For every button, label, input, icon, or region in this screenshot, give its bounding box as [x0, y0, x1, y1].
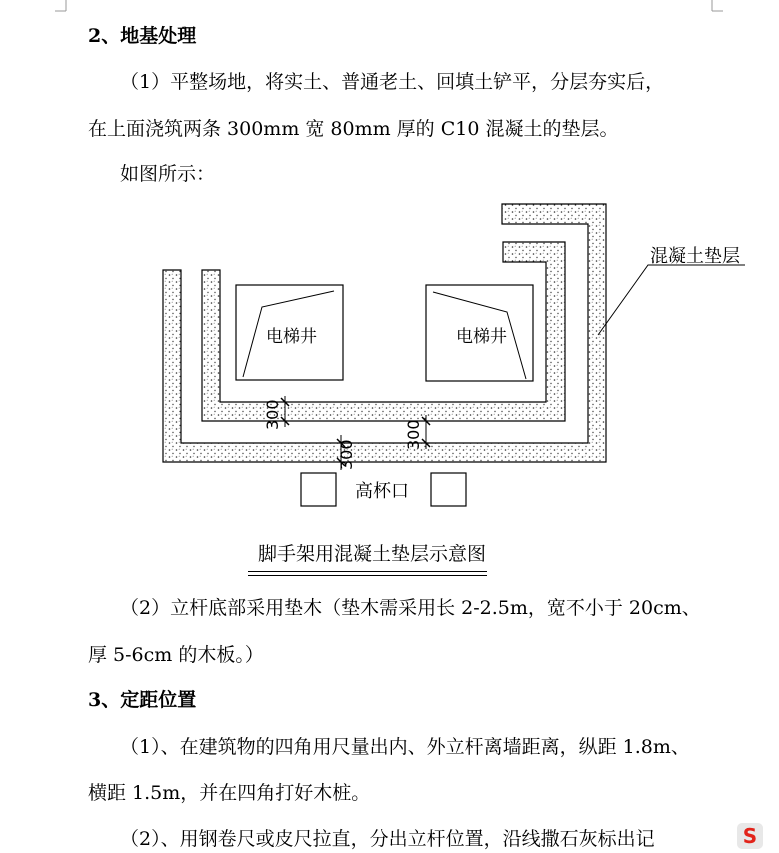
elevator-shaft-right	[426, 285, 533, 381]
paragraph-3-1-line-2: 横距 1.5m，并在四角打好木桩。	[88, 782, 371, 804]
paragraph-3-2-line-1: （2）、用钢卷尺或皮尺拉直，分出立杆位置，沿线撒石灰标出记	[120, 828, 655, 850]
concrete-layer-label: 混凝土垫层	[650, 246, 740, 267]
cup-foundation-label: 高杯口	[355, 481, 409, 502]
cup-foundation-left	[301, 473, 336, 506]
dimension-300-bottom-text: 300	[337, 439, 356, 470]
caption-underline-2	[248, 575, 487, 576]
paragraph-2-2-line-2: 厚 5-6cm 的木板。）	[88, 644, 264, 666]
paragraph-3-1-line-1: （1）、在建筑物的四角用尺量出内、外立杆离墙距离，纵距 1.8m、	[120, 736, 690, 758]
section-3-heading: 3、定距位置	[88, 689, 197, 711]
caption-underline-1	[248, 571, 487, 572]
concrete-layer-leader	[598, 265, 745, 335]
elevator-left-label: 电梯井	[266, 327, 317, 347]
figure-intro-text: 如图所示：	[120, 163, 216, 185]
dimension-300-right-text: 300	[404, 419, 423, 450]
page-corner-marks	[0, 0, 779, 20]
foundation-layer-diagram	[150, 195, 750, 515]
app-logo-icon[interactable]: S	[737, 823, 763, 849]
section-2-heading: 2、地基处理	[88, 25, 197, 47]
elevator-right-label: 电梯井	[456, 327, 507, 347]
cup-foundation-right	[431, 473, 466, 506]
paragraph-2-1-line-2: 在上面浇筑两条 300mm 宽 80mm 厚的 C10 混凝土的垫层。	[88, 118, 619, 140]
paragraph-2-2-line-1: （2）立杆底部采用垫木（垫木需采用长 2-2.5m，宽不小于 20cm、	[120, 597, 701, 619]
dimension-300-bottom	[334, 435, 356, 470]
figure-caption: 脚手架用混凝土垫层示意图	[258, 543, 487, 565]
elevator-shaft-left	[236, 285, 343, 380]
dimension-300-left-text: 300	[263, 399, 282, 430]
paragraph-2-1-line-1: （1）平整场地，将实土、普通老土、回填土铲平，分层夯实后，	[120, 71, 665, 93]
